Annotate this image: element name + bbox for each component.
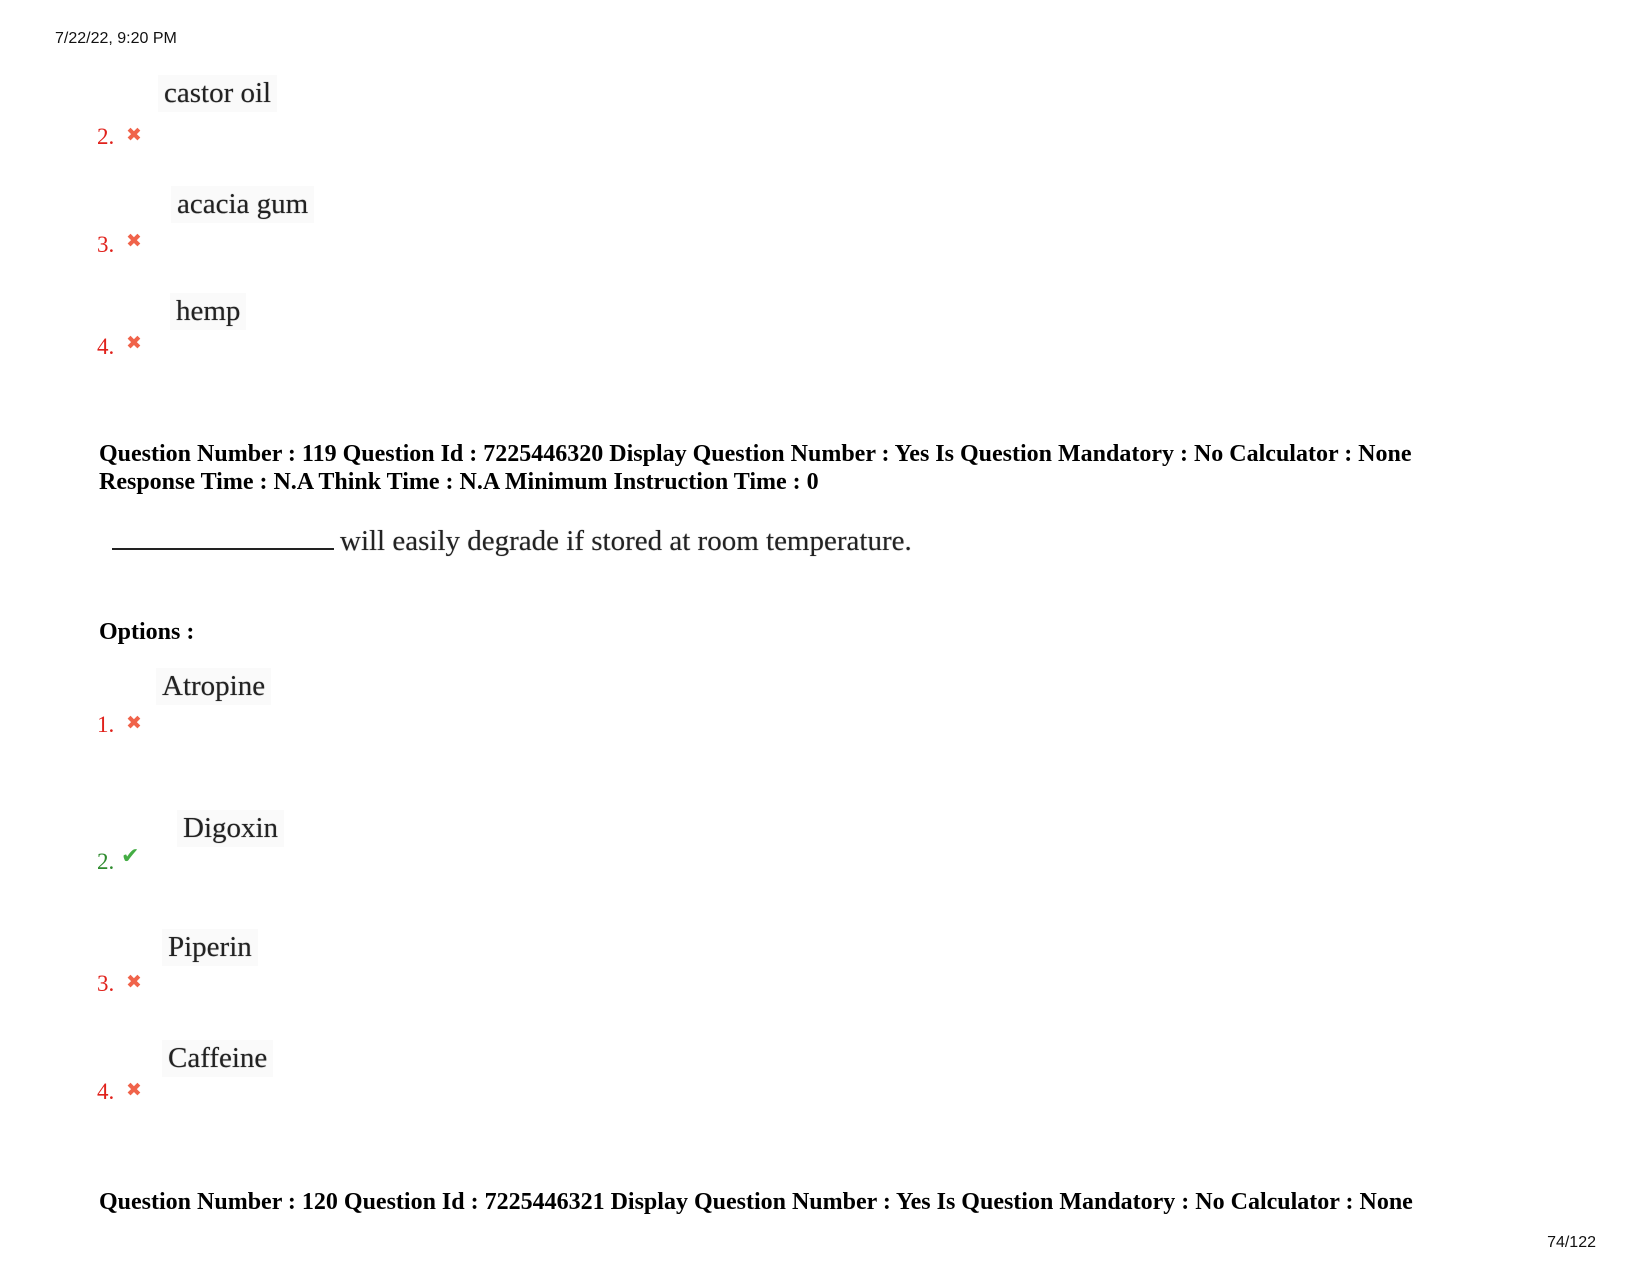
option-number: 4. xyxy=(97,334,115,359)
question-meta-line-1: Question Number : 119 Question Id : 7225446320 Display Question Number : Yes Is Question Mandatory : No Calculator : None xyxy=(99,441,1412,467)
option-image-caffeine: Caffeine xyxy=(162,1040,273,1077)
option-image-acacia-gum: acacia gum xyxy=(171,186,314,223)
cross-icon: ✖ xyxy=(126,712,142,734)
option-number: 1. xyxy=(97,712,115,737)
cross-icon: ✖ xyxy=(126,230,142,252)
cross-icon: ✖ xyxy=(126,332,142,354)
question-meta-line-1: Question Number : 120 Question Id : 7225446321 Display Question Number : Yes Is Question Mandatory : No Calculator : None xyxy=(99,1189,1413,1215)
page-number: 74/122 xyxy=(1547,1234,1596,1251)
question-meta-line-2: Response Time : N.A Think Time : N.A Minimum Instruction Time : 0 xyxy=(99,469,819,495)
question-text xyxy=(112,525,912,558)
option-image-hemp: hemp xyxy=(170,293,246,330)
options-label: Options : xyxy=(99,619,195,645)
option-number: 4. xyxy=(97,1079,115,1104)
option-image-atropine: Atropine xyxy=(156,668,271,705)
option-image-castor-oil: castor oil xyxy=(158,75,277,112)
check-icon: ✔ xyxy=(121,844,140,869)
option-number: 3. xyxy=(97,971,115,996)
cross-icon: ✖ xyxy=(126,1079,142,1101)
option-number: 3. xyxy=(97,232,115,257)
cross-icon: ✖ xyxy=(126,124,142,146)
question-text-body: will easily degrade if stored at room temperature. xyxy=(340,525,912,557)
fill-in-blank xyxy=(112,526,334,550)
print-timestamp: 7/22/22, 9:20 PM xyxy=(55,30,177,47)
option-number-correct: 2. xyxy=(97,849,115,874)
option-image-digoxin: Digoxin xyxy=(177,810,284,847)
cross-icon: ✖ xyxy=(126,971,142,993)
option-number: 2. xyxy=(97,124,115,149)
option-image-piperin: Piperin xyxy=(162,929,258,966)
